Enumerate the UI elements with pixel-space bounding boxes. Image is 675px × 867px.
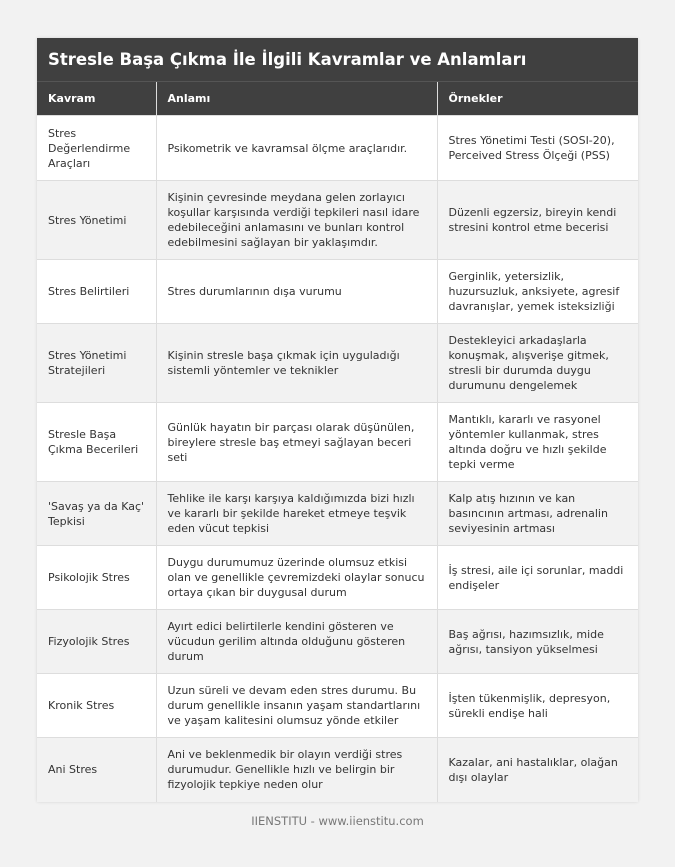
table-row	[37, 181, 638, 260]
table-row	[37, 482, 638, 546]
cell-kavram: 'Savaş ya da Kaç' Tepkisi	[37, 482, 156, 546]
table-title: Stresle Başa Çıkma İle İlgili Kavramlar ve Anlamları	[37, 38, 638, 82]
cell-anlami: Duygu durumumuz üzerinde olumsuz etkisi olan ve genellikle çevremizdeki olaylar sonucu ortaya çıkan bir duygusal durum	[156, 546, 437, 610]
column-header-anlami: Anlamı	[156, 82, 437, 116]
cell-ornekler: Mantıklı, kararlı ve rasyonel yöntemler kullanmak, stres altında doğru ve hızlı şekilde tepki verme	[437, 403, 638, 482]
cell-ornekler: Düzenli egzersiz, bireyin kendi stresini kontrol etme becerisi	[437, 181, 638, 260]
cell-anlami: Uzun süreli ve devam eden stres durumu. Bu durum genellikle insanın yaşam standartlarını ve yaşam kalitesini olumsuz yönde etkiler	[156, 674, 437, 738]
cell-kavram: Stres Değerlendirme Araçları	[37, 116, 156, 181]
cell-ornekler: Destekleyici arkadaşlarla konuşmak, alışverişe gitmek, stresli bir durumda duygu durumunu dengelemek	[437, 324, 638, 403]
cell-ornekler: İş stresi, aile içi sorunlar, maddi endişeler	[437, 546, 638, 610]
header-row	[37, 82, 638, 116]
cell-ornekler: Kazalar, ani hastalıklar, olağan dışı olaylar	[437, 738, 638, 802]
table-row	[37, 116, 638, 181]
cell-kavram: Kronik Stres	[37, 674, 156, 738]
cell-anlami: Tehlike ile karşı karşıya kaldığımızda bizi hızlı ve kararlı bir şekilde hareket etmeye teşvik eden vücut tepkisi	[156, 482, 437, 546]
table-row	[37, 403, 638, 482]
table-row	[37, 610, 638, 674]
cell-kavram: Stresle Başa Çıkma Becerileri	[37, 403, 156, 482]
cell-anlami: Ani ve beklenmedik bir olayın verdiği stres durumudur. Genellikle hızlı ve belirgin bir fizyolojik tepkiye neden olur	[156, 738, 437, 802]
table-row	[37, 738, 638, 802]
table-card	[37, 38, 638, 802]
table-row	[37, 260, 638, 324]
cell-ornekler: Baş ağrısı, hazımsızlık, mide ağrısı, tansiyon yükselmesi	[437, 610, 638, 674]
table-row	[37, 674, 638, 738]
cell-kavram: Stres Yönetimi Stratejileri	[37, 324, 156, 403]
cell-anlami: Stres durumlarının dışa vurumu	[156, 260, 437, 324]
table-row	[37, 546, 638, 610]
cell-kavram: Ani Stres	[37, 738, 156, 802]
cell-anlami: Psikometrik ve kavramsal ölçme araçlarıdır.	[156, 116, 437, 181]
cell-anlami: Kişinin çevresinde meydana gelen zorlayıcı koşullar karşısında verdiği tepkileri nasıl idare edebileceğini anlamasını ve bunları kontrol edebilmesini sağlayan bir yaklaşımdır.	[156, 181, 437, 260]
cell-kavram: Stres Belirtileri	[37, 260, 156, 324]
cell-anlami: Kişinin stresle başa çıkmak için uyguladığı sistemli yöntemler ve teknikler	[156, 324, 437, 403]
cell-ornekler: Gerginlik, yetersizlik, huzursuzluk, anksiyete, agresif davranışlar, yemek isteksizliği	[437, 260, 638, 324]
column-header-kavram: Kavram	[37, 82, 156, 116]
concepts-table	[37, 82, 638, 802]
cell-ornekler: Kalp atış hızının ve kan basıncının artması, adrenalin seviyesinin artması	[437, 482, 638, 546]
cell-anlami: Günlük hayatın bir parçası olarak düşünülen, bireylere stresle baş etmeyi sağlayan beceri seti	[156, 403, 437, 482]
cell-ornekler: İşten tükenmişlik, depresyon, sürekli endişe hali	[437, 674, 638, 738]
cell-kavram: Stres Yönetimi	[37, 181, 156, 260]
table-row	[37, 324, 638, 403]
cell-kavram: Psikolojik Stres	[37, 546, 156, 610]
column-header-ornekler: Örnekler	[437, 82, 638, 116]
footer-credit: IIENSTITU - www.iienstitu.com	[251, 814, 424, 828]
cell-kavram: Fizyolojik Stres	[37, 610, 156, 674]
cell-ornekler: Stres Yönetimi Testi (SOSI-20), Perceived Stress Ölçeği (PSS)	[437, 116, 638, 181]
cell-anlami: Ayırt edici belirtilerle kendini gösteren ve vücudun gerilim altında olduğunu gösteren durum	[156, 610, 437, 674]
